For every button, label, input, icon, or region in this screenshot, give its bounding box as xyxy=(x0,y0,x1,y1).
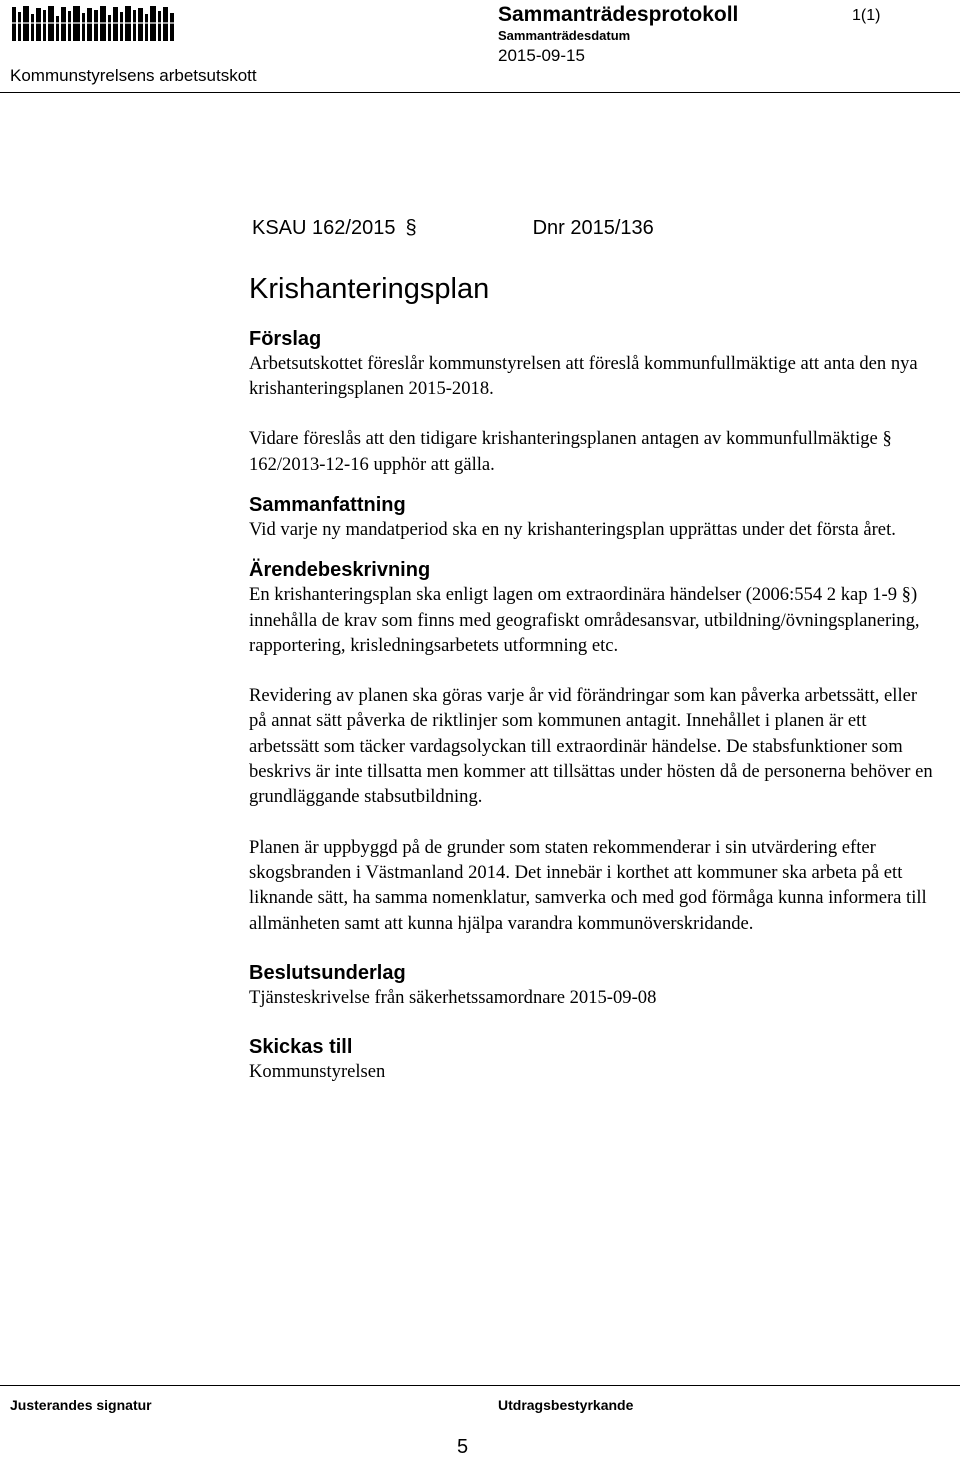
document-body xyxy=(249,272,939,1084)
paragraph: Arbetsutskottet föreslår kommunstyrelsen att föreslå kommunfullmäktige att anta den nya krishanteringsplanen 2015-2018. xyxy=(249,352,918,400)
case-reference xyxy=(252,217,654,240)
extract-certification-label: Utdragsbestyrkande xyxy=(498,1397,634,1413)
section-heading-forslag: Förslag xyxy=(249,327,322,350)
section-heading-skickas-till: Skickas till xyxy=(249,1036,353,1059)
page-number: 5 xyxy=(457,1436,469,1458)
municipality-logo xyxy=(10,4,178,42)
organization-name: Kommunstyrelsens arbetsutskott xyxy=(10,66,257,85)
paragraph: Kommunstyrelsen xyxy=(249,1061,386,1083)
section-heading-arendebeskrivning: Ärendebeskrivning xyxy=(249,559,431,582)
paragraph: Revidering av planen ska göras varje år vid förändringar som kan påverka arbetssätt, eller på annat sätt påverka de riktlinjer som kommunen antagit. Innehållet i planen är ett arbetssätt som täcker vardagsolyckan till extraordinär händelse. De stabsfunktioner som beskrivs är inte tillsatta men kommer att tillsättas under hösten då de personerna behöver en grundläggande stabsutbildning. xyxy=(249,685,933,808)
paragraph-symbol: § xyxy=(405,217,417,239)
meeting-date-value: 2015-09-15 xyxy=(498,46,585,65)
page-title: Krishanteringsplan xyxy=(249,273,490,305)
paragraph: Tjänsteskrivelse från säkerhetssamordnare 2015-09-08 xyxy=(249,986,657,1008)
paragraph: Vidare föreslås att den tidigare krishanteringsplanen antagen av kommunfullmäktige § 162/2013-12-16 upphör att gälla. xyxy=(249,428,892,475)
meeting-date-label: Sammanträdesdatum xyxy=(498,28,631,43)
page-count: 1(1) xyxy=(852,7,881,24)
paragraph: Vid varje ny mandatperiod ska en ny krishanteringsplan upprättas under det första året. xyxy=(249,518,896,540)
paragraph: En krishanteringsplan ska enligt lagen om extraordinära händelser (2006:554 2 kap 1-9 §) innehålla de krav som finns med geografiskt områdesansvar, utbildning/övningsplanering, rapportering, krisledningsarbetets utformning etc. xyxy=(249,584,920,656)
document-type: Sammanträdesprotokoll xyxy=(498,3,739,26)
signature-label: Justerandes signatur xyxy=(10,1397,152,1413)
footer-divider xyxy=(0,1385,960,1386)
diary-number: Dnr 2015/136 xyxy=(532,217,654,239)
header-divider xyxy=(0,92,960,93)
paragraph: Planen är uppbyggd på de grunder som staten rekommenderar i sin utvärdering efter skogsbranden i Västmanland 2014. Det innebär i korthet att kommuner ska arbeta på ett liknande sätt, ha samma nomenklatur, samverka och med god förmåga kunna informera till allmänheten samt att kunna hjälpa varandra kommunöverskridande. xyxy=(249,836,927,934)
section-heading-beslutsunderlag: Beslutsunderlag xyxy=(249,961,406,984)
section-heading-sammanfattning: Sammanfattning xyxy=(249,493,406,516)
case-id: KSAU 162/2015 xyxy=(252,217,396,239)
